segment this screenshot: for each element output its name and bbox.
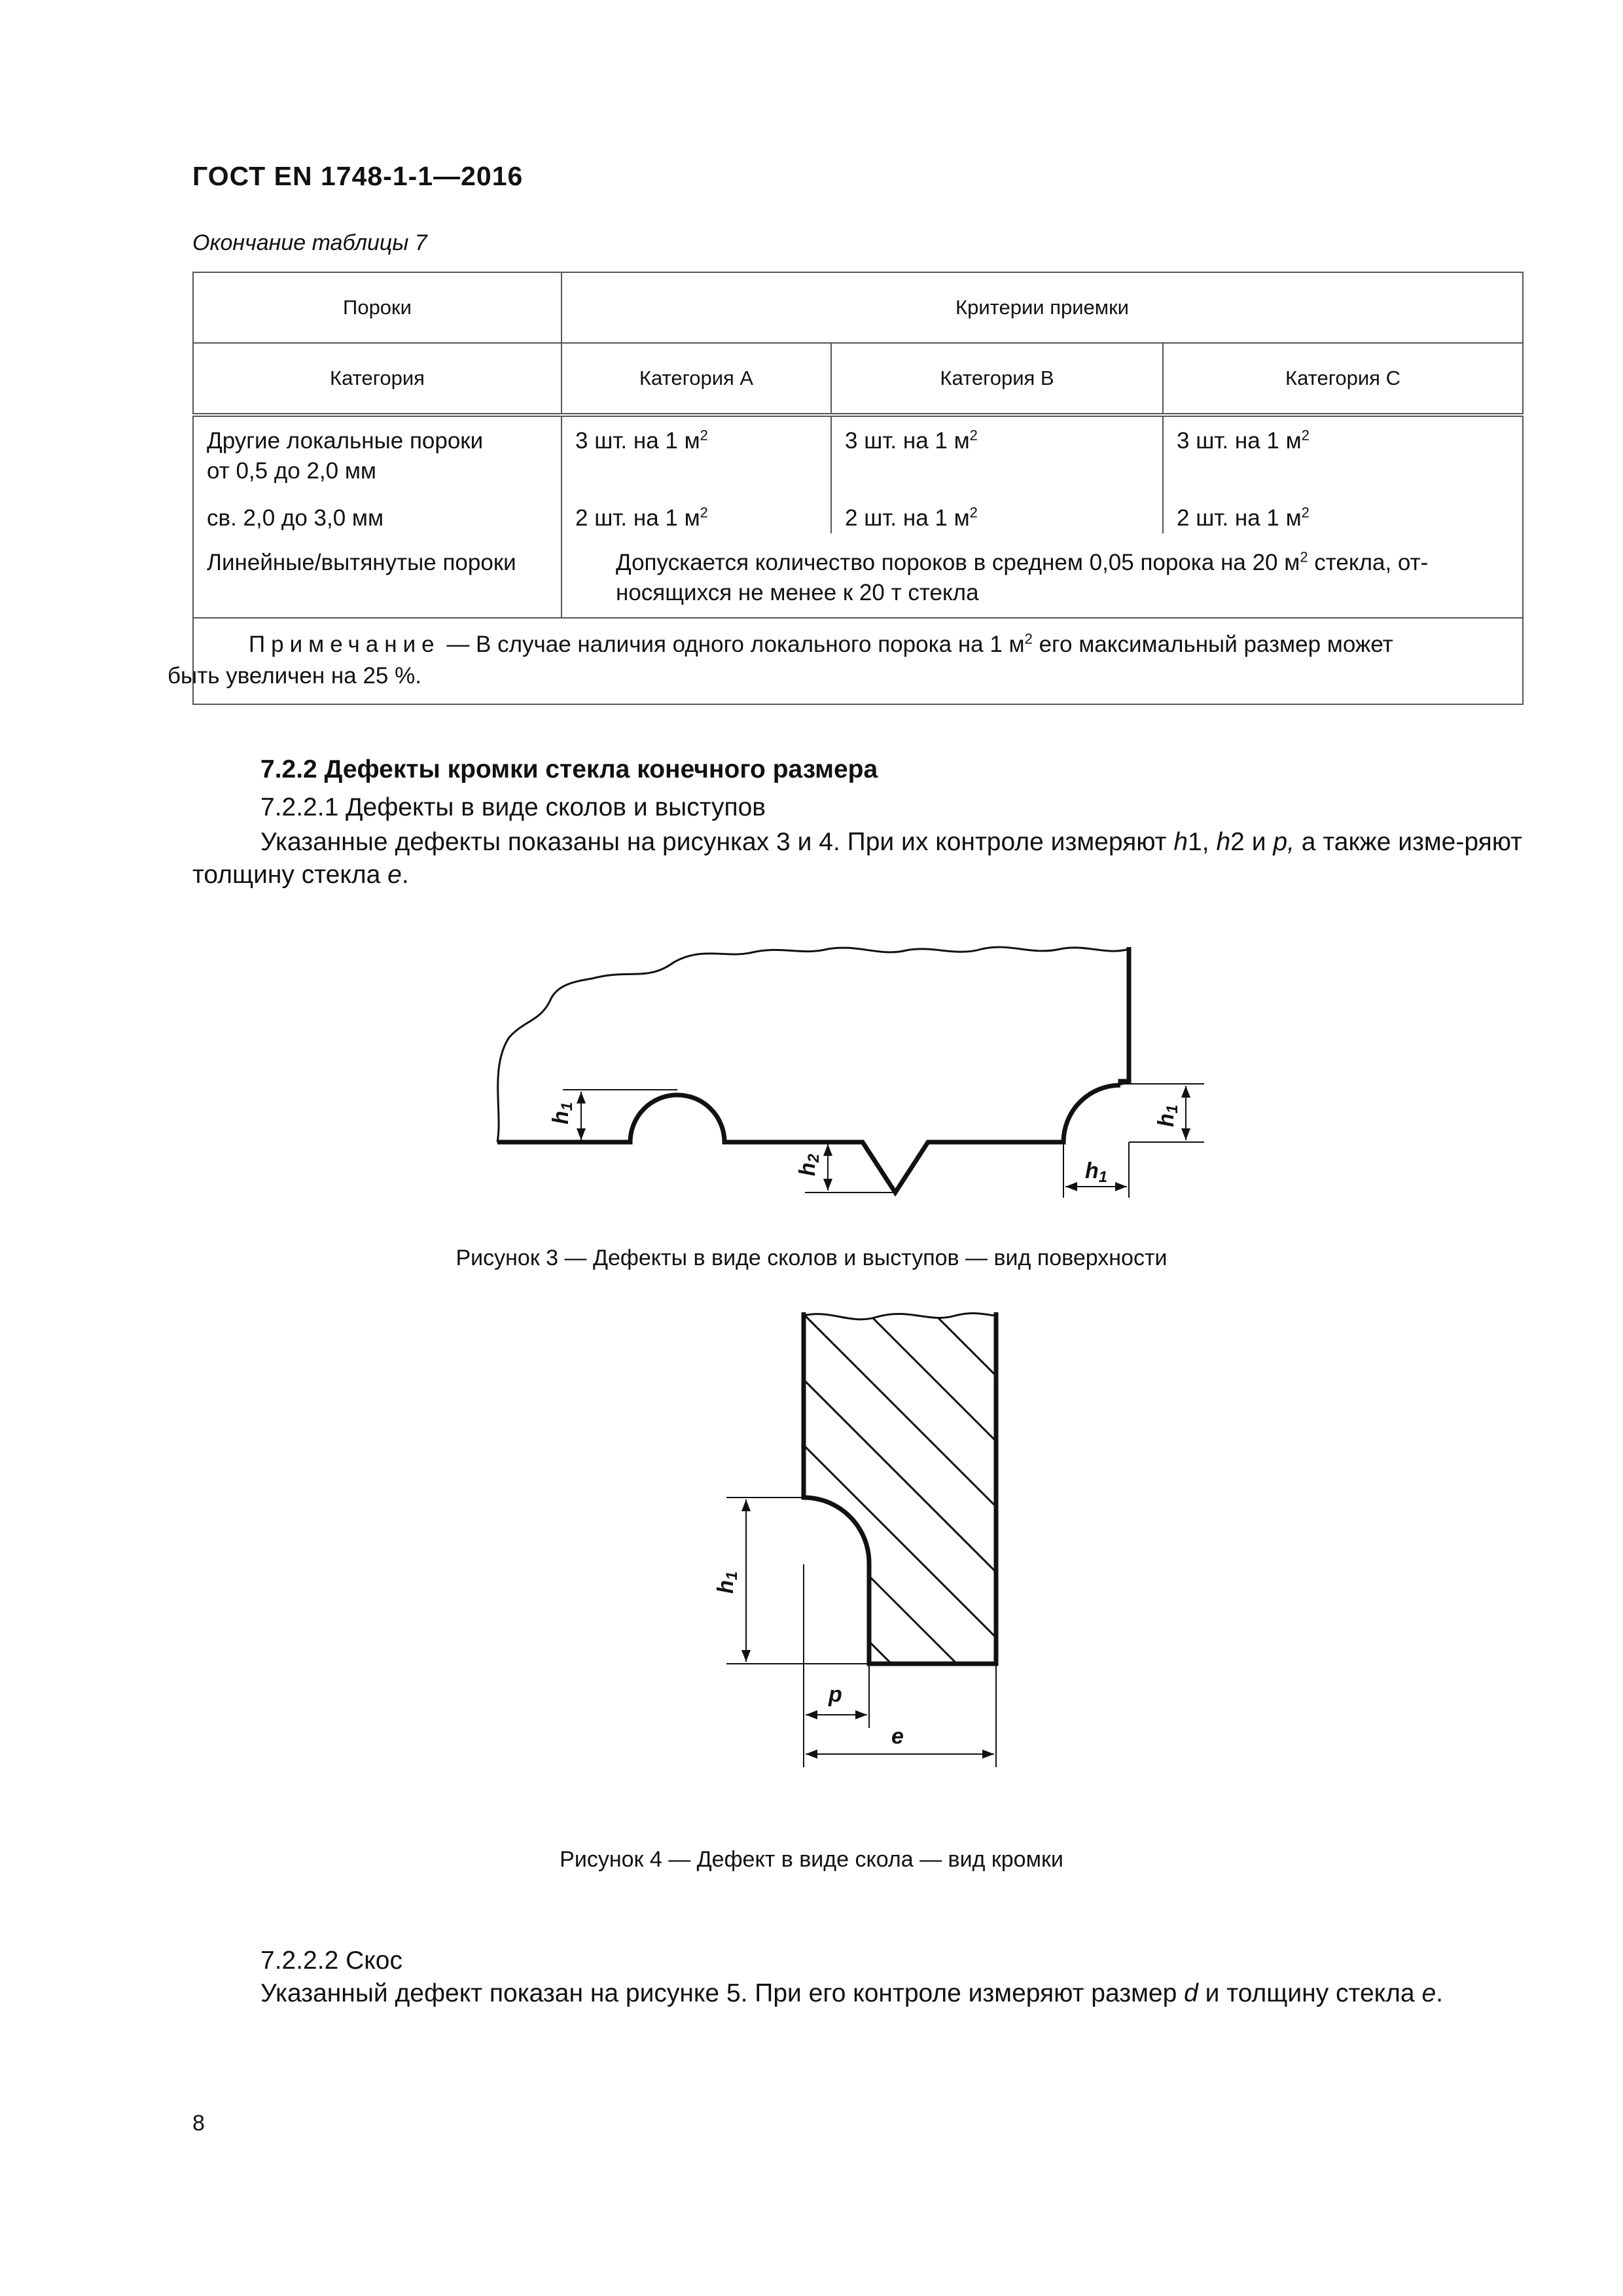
header-category: Категория	[193, 343, 562, 415]
header-category-b: Категория B	[831, 343, 1163, 415]
label-e: e	[891, 1724, 904, 1749]
section-title: 7.2.2 Дефекты кромки стекла конечного размера	[260, 755, 878, 783]
linear-defects-label: Линейные/вытянутые пороки	[207, 550, 516, 575]
page-number: 8	[192, 2111, 205, 2136]
figure-4-caption: Рисунок 4 — Дефект в виде скола — вид кромки	[560, 1847, 1063, 1872]
row-label	[193, 533, 562, 618]
table-caption: Окончание таблицы 7	[192, 230, 427, 255]
label-h1: h1	[548, 1102, 576, 1124]
table-row	[193, 415, 1523, 486]
variable-h: h	[1173, 828, 1188, 856]
cell-b	[831, 415, 1163, 486]
superscript: 2	[969, 427, 978, 444]
row-label	[193, 415, 562, 486]
subsection-7-2-2-1: 7.2.2.1 Дефекты в виде сколов и выступов	[260, 793, 766, 821]
header-defects: Пороки	[193, 272, 562, 343]
text: Указанные дефекты показаны на рисунках 3 и 4. При их контроле измеряют	[260, 828, 1174, 856]
variable-e: e	[387, 861, 402, 889]
value-b: 2 шт. на 1 м	[845, 505, 970, 531]
value-a: 2 шт. на 1 м	[575, 505, 700, 531]
value-c: 3 шт. на 1 м	[1177, 428, 1302, 454]
figure-3-drawing	[458, 916, 1230, 1217]
subsection-7-2-2-2: 7.2.2.2 Скос	[260, 1946, 402, 1975]
row-label-line1: Другие локальные пороки	[207, 428, 484, 454]
text: .	[401, 861, 409, 889]
label-h1-bottom: h1	[1085, 1158, 1108, 1186]
note-text-cont: быть увеличен на 25 %.	[168, 663, 421, 689]
linear-defects-criteria	[562, 533, 1523, 618]
variable-d: d	[1184, 1979, 1198, 2007]
text: 2 и	[1230, 828, 1274, 856]
paragraph-bevel	[260, 1979, 1443, 2008]
glass-top-wavy	[804, 1313, 996, 1319]
figure-3-caption: Рисунок 3 — Дефекты в виде сколов и выступов — вид поверхности	[455, 1246, 1168, 1270]
text: а также изме-ряют толщину стекла	[192, 828, 1522, 889]
label-p: p	[829, 1682, 842, 1707]
acceptance-criteria-table	[168, 272, 1524, 705]
cell-c	[1163, 486, 1523, 533]
glass-section-outline	[804, 1312, 996, 1664]
row-label-line2: от 0,5 до 2,0 мм	[207, 458, 376, 484]
document-header: ГОСТ EN 1748-1-1—2016	[192, 161, 524, 191]
cell-a	[562, 486, 831, 533]
linear-text: Допускается количество пороков в среднем 0,05 порока на 20 м	[616, 550, 1300, 575]
value-c: 2 шт. на 1 м	[1177, 505, 1302, 531]
note-label: Примечание	[249, 632, 440, 657]
superscript: 2	[1301, 504, 1310, 521]
cell-b	[831, 486, 1163, 533]
hatching	[720, 1302, 1073, 1780]
superscript: 2	[700, 427, 708, 444]
table-row	[193, 533, 1523, 618]
text: .	[1436, 1979, 1443, 2007]
superscript: 2	[700, 504, 708, 521]
superscript: 2	[1301, 427, 1310, 444]
label-h2: h2	[795, 1153, 823, 1176]
table-row	[193, 486, 1523, 533]
variable-p: p,	[1273, 828, 1294, 856]
paragraph-measurements	[192, 826, 1522, 891]
variable-e: e	[1421, 1979, 1436, 2007]
header-category-a: Категория A	[562, 343, 831, 415]
superscript: 2	[1300, 548, 1308, 565]
cell-c	[1163, 415, 1523, 486]
row-label-line1: св. 2,0 до 3,0 мм	[207, 505, 384, 531]
header-category-c: Категория C	[1163, 343, 1523, 415]
superscript: 2	[1024, 630, 1033, 647]
text: и толщину стекла	[1198, 1979, 1422, 2007]
cell-a	[562, 415, 831, 486]
note-text-end: его максимальный размер может	[1032, 632, 1393, 657]
variable-h: h	[1216, 828, 1231, 856]
glass-outline-wavy	[497, 947, 1129, 1142]
text: 1,	[1188, 828, 1217, 856]
linear-text-cont: носящихся не менее к 20 т стекла	[616, 580, 979, 605]
header-acceptance-criteria: Критерии приемки	[562, 272, 1523, 343]
superscript: 2	[969, 504, 978, 521]
label-h1: h1	[713, 1571, 741, 1594]
note-text: — В случае наличия одного локального порока на 1 м	[440, 632, 1025, 657]
value-b: 3 шт. на 1 м	[845, 428, 970, 454]
text: Указанный дефект показан на рисунке 5. При его контроле измеряют размер	[260, 1979, 1185, 2007]
linear-text-end: стекла, от-	[1308, 550, 1429, 575]
row-label	[193, 486, 562, 533]
figure-4-drawing	[707, 1302, 1073, 1780]
value-a: 3 шт. на 1 м	[575, 428, 700, 454]
glass-edge-line	[1120, 947, 1129, 1085]
table-note	[168, 618, 1523, 704]
label-h1-right: h1	[1154, 1104, 1181, 1127]
